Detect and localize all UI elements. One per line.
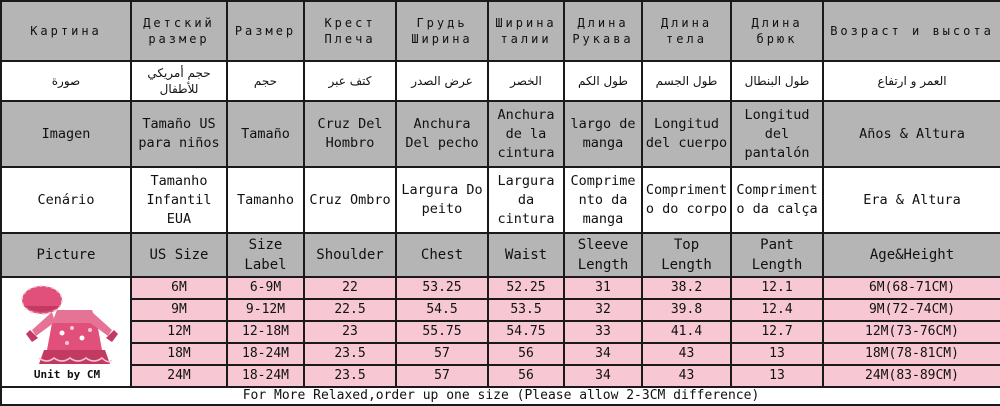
table-cell: 31 [564,277,642,299]
header-row-arabic [1,61,1000,101]
table-cell: 18M [131,343,227,365]
header-cell: Picture [1,233,131,277]
table-cell: 9M(72-74CM) [823,299,1000,321]
header-cell: Длина брюк [731,1,823,61]
table-cell: 9M [131,299,227,321]
table-cell: 43 [642,365,731,387]
table-row [1,299,1000,321]
header-row-russian [1,1,1000,61]
product-picture-cell [1,277,131,387]
header-cell: Comprimento da calça [731,167,823,233]
table-cell: 12M [131,321,227,343]
header-row-english [1,233,1000,277]
table-cell: 33 [564,321,642,343]
table-cell: 23.5 [304,343,396,365]
table-cell: 52.25 [488,277,564,299]
header-cell: الخصر [488,61,564,101]
table-cell: 54.5 [396,299,488,321]
table-cell: 34 [564,365,642,387]
header-cell: العمر و ارتفاع [823,61,1000,101]
header-cell: حجم أمريكي للأطفال [131,61,227,101]
header-cell: Imagen [1,101,131,167]
header-cell: Грудь Ширина [396,1,488,61]
table-cell: 55.75 [396,321,488,343]
table-cell: 57 [396,343,488,365]
header-cell: Años & Altura [823,101,1000,167]
header-cell: Longitud del pantalón [731,101,823,167]
header-cell: عرض الصدر [396,61,488,101]
header-cell: Размер [227,1,304,61]
header-cell: حجم [227,61,304,101]
table-cell: 12.7 [731,321,823,343]
table-row [1,321,1000,343]
table-cell: 18-24M [227,343,304,365]
table-cell: 34 [564,343,642,365]
header-cell: Longitud del cuerpo [642,101,731,167]
table-row [1,277,1000,299]
table-cell: 23.5 [304,365,396,387]
table-row [1,365,1000,387]
header-cell: Длина тела [642,1,731,61]
header-cell: Era & Altura [823,167,1000,233]
table-cell: 6M(68-71CM) [823,277,1000,299]
header-cell: Anchura Del pecho [396,101,488,167]
table-cell: 39.8 [642,299,731,321]
table-cell: 6M [131,277,227,299]
header-cell: Картина [1,1,131,61]
header-cell: US Size [131,233,227,277]
header-cell: Waist [488,233,564,277]
header-cell: Shoulder [304,233,396,277]
table-cell: 56 [488,365,564,387]
table-cell: 13 [731,365,823,387]
header-cell: Tamaño [227,101,304,167]
header-cell: كتف عبر [304,61,396,101]
table-cell: 9-12M [227,299,304,321]
table-cell: 43 [642,343,731,365]
table-cell: 24M(83-89CM) [823,365,1000,387]
table-row [1,343,1000,365]
header-cell: Tamaño US para niños [131,101,227,167]
table-cell: 18M(78-81CM) [823,343,1000,365]
header-cell: Cruz Ombro [304,167,396,233]
header-cell: Tamanho [227,167,304,233]
table-cell: 12-18M [227,321,304,343]
table-cell: 13 [731,343,823,365]
header-cell: Cenário [1,167,131,233]
footer-row [1,387,1000,405]
header-cell: Cruz Del Hombro [304,101,396,167]
table-cell: 22 [304,277,396,299]
table-cell: 23 [304,321,396,343]
header-cell: Крест Плеча [304,1,396,61]
header-cell: largo de manga [564,101,642,167]
header-cell: Длина Рукава [564,1,642,61]
header-row-portuguese [1,167,1000,233]
table-cell: 57 [396,365,488,387]
header-cell: Возраст и высота [823,1,1000,61]
header-cell: طول الجسم [642,61,731,101]
header-cell: Детский размер [131,1,227,61]
header-cell: Ширина талии [488,1,564,61]
table-cell: 53.25 [396,277,488,299]
header-cell: Age&Height [823,233,1000,277]
header-cell: Largura Do peito [396,167,488,233]
table-cell: 12.4 [731,299,823,321]
header-cell: صورة [1,61,131,101]
table-cell: 41.4 [642,321,731,343]
table-cell: 12.1 [731,277,823,299]
header-cell: Sleeve Length [564,233,642,277]
footer-note: For More Relaxed,order up one size (Please allow 2-3CM difference) [1,387,1000,405]
header-cell: Size Label [227,233,304,277]
table-cell: 53.5 [488,299,564,321]
table-cell: 54.75 [488,321,564,343]
table-cell: 24M [131,365,227,387]
header-cell: Pant Length [731,233,823,277]
table-cell: 6-9M [227,277,304,299]
table-cell: 18-24M [227,365,304,387]
header-cell: Top Length [642,233,731,277]
header-cell: Largura da cintura [488,167,564,233]
header-row-spanish [1,101,1000,167]
header-cell: طول الكم [564,61,642,101]
header-cell: Comprimento do corpo [642,167,731,233]
header-cell: طول البنطال [731,61,823,101]
table-cell: 38.2 [642,277,731,299]
header-cell: Anchura de la cintura [488,101,564,167]
header-cell: Chest [396,233,488,277]
unit-note: Unit by CM [33,368,101,381]
table-cell: 22.5 [304,299,396,321]
table-cell: 32 [564,299,642,321]
table-cell: 56 [488,343,564,365]
header-cell: Tamanho Infantil EUA [131,167,227,233]
table-cell: 12M(73-76CM) [823,321,1000,343]
header-cell: Comprimento da manga [564,167,642,233]
